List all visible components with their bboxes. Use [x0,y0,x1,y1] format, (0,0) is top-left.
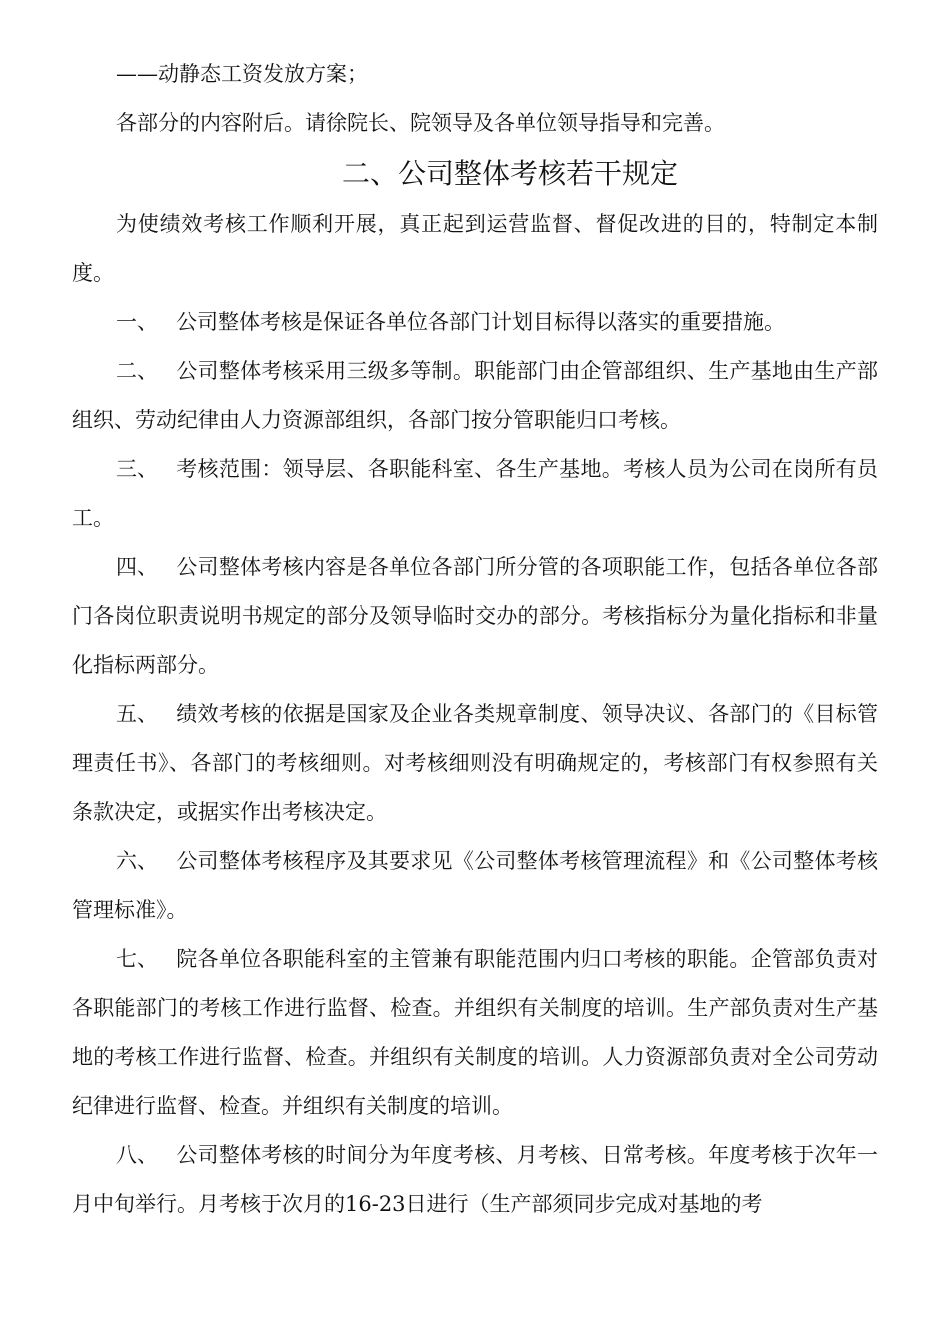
item-text: 院各单位各职能科室的主管兼有职能范围内归口考核的职能。企管部负责对各职能部门的考核工作进行监督、检查。并组织有关制度的培训。生产部负责对生产基地的考核工作进行监督、检查。并组织有关制度的培训。人力资源部负责对全公司劳动纪律进行监督、检查。并组织有关制度的培训。 [72,947,878,1118]
list-line: ——动静态工资发放方案； [116,62,368,86]
item-number: 五、 [116,702,158,726]
item-text: 绩效考核的依据是国家及企业各类规章制度、领导决议、各部门的《目标管理责任书》、各部门的考核细则。对考核细则没有明确规定的，考核部门有权参照有关条款决定，或据实作出考核决定。 [72,702,878,824]
list-item [72,935,878,1131]
item-number: 四、 [116,555,158,579]
list-item [72,837,878,935]
list-item [72,543,878,690]
item-text: 公司整体考核采用三级多等制。职能部门由企管部组织、生产基地由生产部组织、劳动纪律由人力资源部组织，各部门按分管职能归口考核。 [72,359,878,432]
item-number: 二、 [116,359,158,383]
document-page [72,50,878,1229]
item-number: 七、 [116,947,158,971]
list-item [72,347,878,445]
item-text: 公司整体考核是保证各单位各部门计划目标得以落实的重要措施。 [176,310,785,334]
list-item [72,690,878,837]
note-paragraph: 各部分的内容附后。请徐院长、院领导及各单位领导指导和完善。 [116,111,725,135]
item-number: 一、 [116,310,158,334]
item-number: 三、 [116,457,158,481]
item-text: 公司整体考核程序及其要求见《公司整体考核管理流程》和《公司整体考核管理标准》。 [72,849,878,922]
item-number: 八、 [116,1143,158,1167]
list-item [72,298,878,347]
item-text: 公司整体考核内容是各单位各部门所分管的各项职能工作，包括各单位各部门各岗位职责说明书规定的部分及领导临时交办的部分。考核指标分为量化指标和非量化指标两部分。 [72,555,878,677]
item-text: 公司整体考核的时间分为年度考核、月考核、日常考核。年度考核于次年一月中旬举行。月考核于次月的16-23日进行（生产部须同步完成对基地的考 [72,1143,878,1216]
item-text: 考核范围：领导层、各职能科室、各生产基地。考核人员为公司在岗所有员工。 [72,457,878,530]
section-heading: 二、公司整体考核若干规定 [341,157,678,190]
item-number: 六、 [116,849,158,873]
list-item [72,1131,878,1229]
list-item [72,445,878,543]
intro-paragraph: 为使绩效考核工作顺利开展，真正起到运营监督、督促改进的目的，特制定本制度。 [72,212,878,285]
